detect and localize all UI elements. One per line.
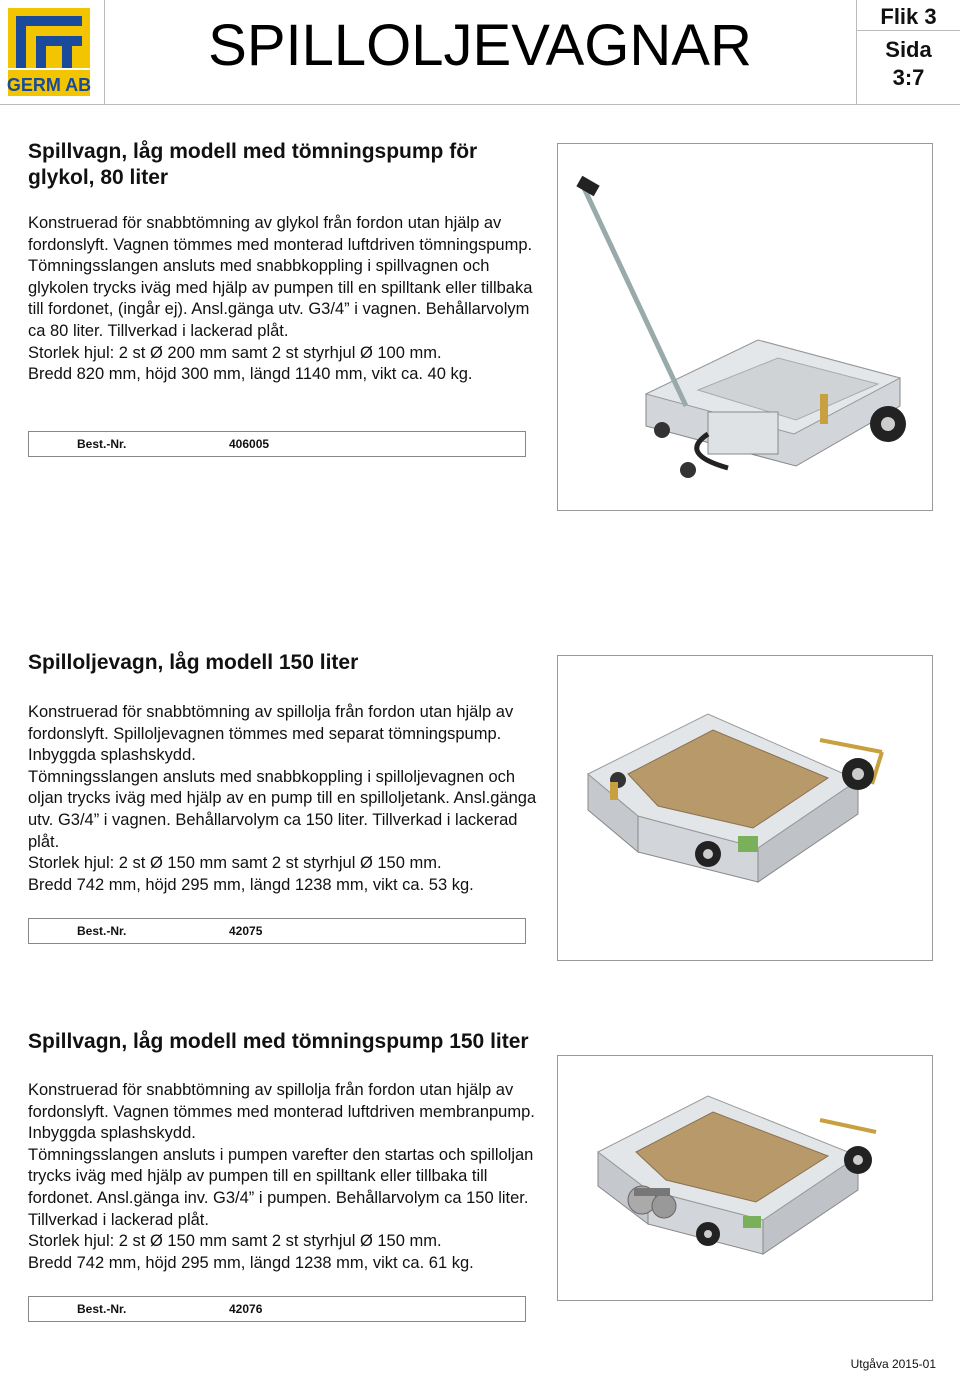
order-number-box (28, 918, 526, 944)
sida-label (857, 36, 960, 92)
order-number: 406005 (229, 437, 270, 451)
order-number: 42075 (229, 924, 263, 938)
logo (0, 0, 105, 104)
description-line: Bredd 820 mm, höjd 300 mm, längd 1140 mm, vikt ca. 40 kg. (28, 365, 473, 384)
cart-with-handle-illustration (558, 144, 932, 510)
page-header (0, 0, 960, 104)
description-line: Storlek hjul: 2 st Ø 150 mm samt 2 st styrhjul Ø 150 mm. (28, 854, 442, 873)
germ-logo-icon (0, 0, 104, 104)
product-description (28, 702, 538, 896)
cart-150-illustration (558, 656, 932, 960)
product-title: Spillvagn, låg modell med tömningspump 150 liter (28, 1030, 529, 1053)
description-line: Tömningsslangen ansluts med snabbkoppling i spilloljevagnen och oljan trycks iväg med hjälp av en pump till en spilloljetank. Ansl.gänga utv. G3/4” i vagnen. Behållarvolym ca 150 liter. Tillverkad i lackerad plåt. (28, 767, 537, 851)
description-line: Tömningsslangen ansluts med snabbkoppling i spillvagnen och glykolen trycks iväg med hjälp av pumpen till en spilltank eller tillbaka till fordonet, (ingår ej). Ansl.gänga utv. G3/4” i vagnen. Behållarvolym ca 80 liter. Tillverkad i lackerad plåt. (28, 257, 533, 340)
edition-footer: Utgåva 2015-01 (850, 1357, 936, 1371)
description-line: Konstruerad för snabbtömning av spillolja från fordon utan hjälp av fordonslyft. Spilloljevagnen tömmes med separat tömningspump. Inbyggda splashskydd. (28, 703, 514, 765)
sida-value: 3:7 (892, 65, 925, 90)
description-line: Tömningsslangen ansluts i pumpen varefter den startas och spilloljan trycks iväg med hjälp av pumpen till en spilltank eller tillbaka till fordonet. Ansl.gänga inv. G3/4” i pumpen. Behållarvolym ca 150 liter. Tillverkad i lackerad plåt. (28, 1145, 534, 1229)
flik-label: Flik 3 (880, 4, 937, 29)
order-label: Best.-Nr. (77, 1302, 127, 1316)
divider (857, 30, 960, 31)
order-number-box (28, 1296, 526, 1322)
description-line: Storlek hjul: 2 st Ø 200 mm samt 2 st styrhjul Ø 100 mm. (28, 343, 442, 362)
order-label: Best.-Nr. (77, 437, 127, 451)
product-image (557, 143, 933, 511)
order-number-box (28, 431, 526, 457)
product-description (28, 1080, 538, 1274)
description-line: Bredd 742 mm, höjd 295 mm, längd 1238 mm, vikt ca. 53 kg. (28, 875, 474, 894)
description-line: Konstruerad för snabbtömning av spillolja från fordon utan hjälp av fordonslyft. Vagnen tömmes med monterad luftdriven membranpump. Inbyggda splashskydd. (28, 1081, 535, 1143)
order-number: 42076 (229, 1302, 263, 1316)
sida-text: Sida (885, 37, 932, 62)
product-image (557, 1055, 933, 1301)
page-title: SPILLOLJEVAGNAR (208, 13, 752, 78)
cart-with-pump-illustration (558, 1056, 932, 1300)
product-image (557, 655, 933, 961)
product-title: Spilloljevagn, låg modell 150 liter (28, 651, 359, 674)
logo-text: GERM AB (6, 75, 92, 95)
product-title: Spillvagn, låg modell med tömningspump för glykol, 80 liter (28, 140, 478, 189)
header-divider (0, 104, 960, 105)
description-line: Storlek hjul: 2 st Ø 150 mm samt 2 st styrhjul Ø 150 mm. (28, 1232, 442, 1251)
order-label: Best.-Nr. (77, 924, 127, 938)
description-line: Konstruerad för snabbtömning av glykol från fordon utan hjälp av fordonslyft. Vagnen tömmes med monterad luftdriven tömningspump. (28, 214, 533, 254)
product-description (28, 213, 538, 386)
title-box (104, 0, 857, 104)
description-line: Bredd 742 mm, höjd 295 mm, längd 1238 mm, vikt ca. 61 kg. (28, 1253, 474, 1272)
page-index-box (857, 0, 960, 104)
